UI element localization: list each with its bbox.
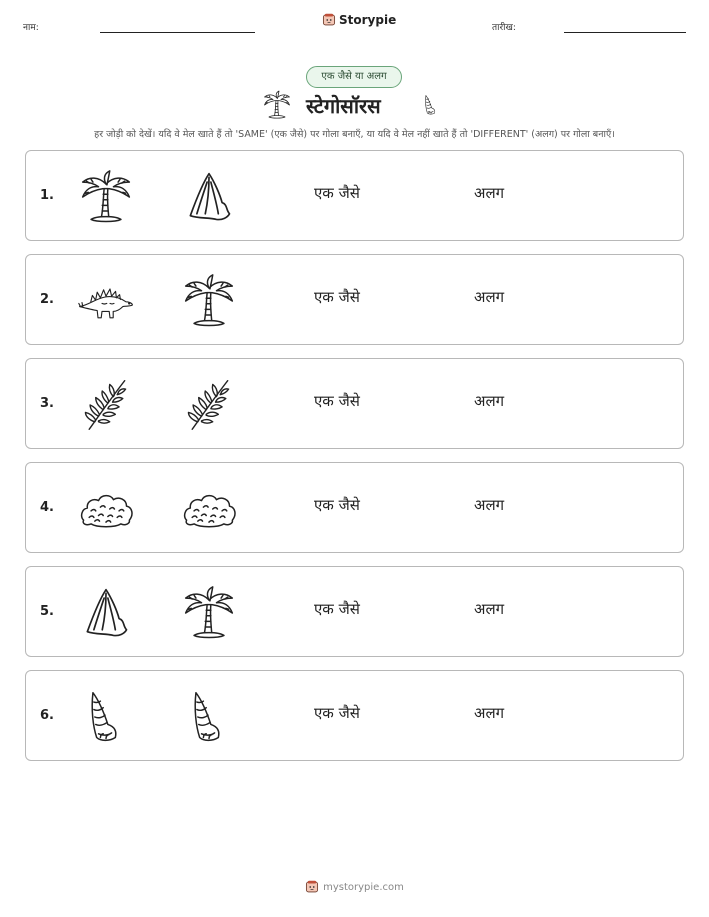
palm-tree-icon (262, 90, 292, 120)
option-same[interactable]: एक जैसे (314, 184, 360, 202)
palm-tree-icon (181, 273, 237, 329)
row-number: 3. (40, 396, 54, 411)
bush-icon (78, 481, 134, 537)
date-field[interactable] (564, 32, 686, 33)
option-different[interactable]: अलग (474, 496, 505, 514)
question-row (25, 670, 684, 761)
bush-icon (181, 481, 237, 537)
row-number: 4. (40, 500, 54, 515)
horn-icon (78, 689, 134, 745)
name-field[interactable] (100, 32, 255, 33)
question-row (25, 358, 684, 449)
stegosaurus-icon (78, 273, 134, 329)
question-row (25, 254, 684, 345)
title-row (262, 90, 442, 120)
brand-name: Storypie (339, 13, 397, 27)
option-same[interactable]: एक जैसे (314, 288, 360, 306)
horn-icon (420, 90, 442, 120)
option-same[interactable]: एक जैसे (314, 600, 360, 618)
shell-icon (78, 585, 134, 641)
question-row (25, 150, 684, 241)
instructions: हर जोड़ी को देखें। यदि वे मेल खाते हैं तो 'SAME' (एक जैसे) पर गोला बनाएँ, या यदि वे मेल नहीं खाते हैं तो 'DIFFERENT' (अलग) पर गोला बनाएँ। (94, 129, 615, 140)
activity-badge: एक जैसे या अलग (306, 66, 402, 88)
option-different[interactable]: अलग (474, 704, 505, 722)
name-label: नाम: (23, 23, 39, 33)
storypie-logo-icon (322, 13, 336, 27)
row-number: 1. (40, 188, 54, 203)
row-number: 2. (40, 292, 54, 307)
date-label: तारीख: (492, 23, 516, 33)
footer (0, 880, 709, 894)
option-same[interactable]: एक जैसे (314, 704, 360, 722)
brand-logo (322, 13, 396, 27)
page-title: स्टेगोसॉरस (306, 94, 381, 118)
question-row (25, 566, 684, 657)
footer-url: mystorypie.com (323, 881, 404, 893)
horn-icon (181, 689, 237, 745)
fern-leaf-icon (181, 377, 237, 433)
fern-leaf-icon (78, 377, 134, 433)
shell-icon (181, 169, 237, 225)
row-number: 5. (40, 604, 54, 619)
option-different[interactable]: अलग (474, 184, 505, 202)
row-number: 6. (40, 708, 54, 723)
option-different[interactable]: अलग (474, 392, 505, 410)
storypie-logo-icon (305, 880, 319, 894)
option-same[interactable]: एक जैसे (314, 496, 360, 514)
option-same[interactable]: एक जैसे (314, 392, 360, 410)
palm-tree-icon (181, 585, 237, 641)
question-row (25, 462, 684, 553)
option-different[interactable]: अलग (474, 288, 505, 306)
palm-tree-icon (78, 169, 134, 225)
option-different[interactable]: अलग (474, 600, 505, 618)
